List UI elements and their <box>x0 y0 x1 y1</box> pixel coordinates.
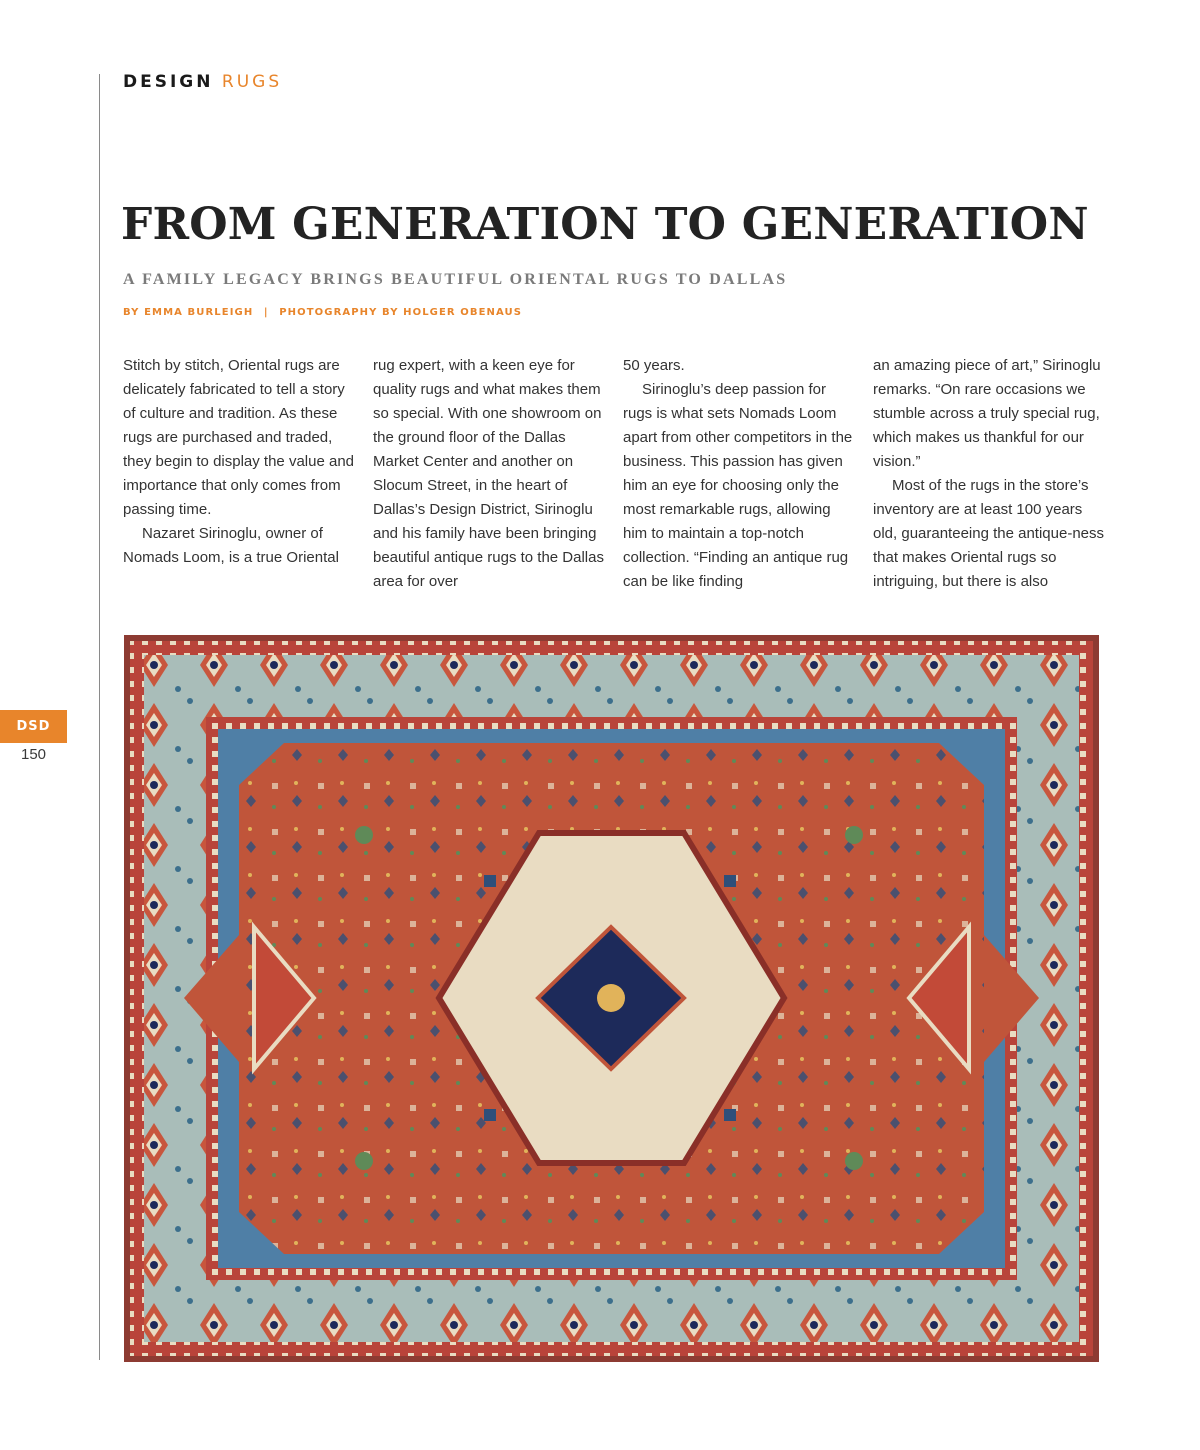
byline-author: BY EMMA BURLEIGH <box>123 307 254 318</box>
margin-rule <box>99 74 100 1360</box>
subsection-label: RUGS <box>221 72 283 92</box>
text-column-4 <box>873 354 1107 594</box>
byline <box>123 306 522 320</box>
byline-separator: | <box>263 307 269 318</box>
article-subtitle: A FAMILY LEGACY BRINGS BEAUTIFUL ORIENTAL RUGS TO DALLAS <box>123 271 788 288</box>
oriental-rug-photo <box>124 635 1099 1362</box>
section-header <box>123 71 282 93</box>
paragraph: Nazaret Sirinoglu, owner of Nomads Loom, is a true Oriental <box>123 525 339 566</box>
paragraph: rug expert, with a keen eye for quality rugs and what makes them so special. With one showroom on the ground floor of the Dallas Market Center and another on Slocum Street, in the heart of Dallas’s Design District, Sirinoglu and his family have been bringing beautiful antique rugs to the Dallas area for over <box>373 357 604 590</box>
section-label: DESIGN <box>123 72 214 92</box>
text-column-2 <box>373 354 607 594</box>
paragraph: Most of the rugs in the store’s inventory are at least 100 years old, guaranteeing the antique-ness that makes Oriental rugs so intriguing, but there is also <box>873 477 1105 590</box>
text-column-3 <box>623 354 857 594</box>
text-column-1 <box>123 354 357 570</box>
page-number: 150 <box>20 746 47 763</box>
byline-photographer: PHOTOGRAPHY BY HOLGER OBENAUS <box>279 307 523 318</box>
paragraph: an amazing piece of art,” Sirinoglu remarks. “On rare occasions we stumble across a truly special rug, which makes us thankful for our vision.” <box>873 357 1101 470</box>
article-title: FROM GENERATION TO GENERATION <box>121 199 1089 250</box>
magazine-tab: DSD <box>0 710 67 743</box>
paragraph: Stitch by stitch, Oriental rugs are delicately fabricated to tell a story of culture and tradition. As these rugs are purchased and traded, they begin to display the value and importance that only comes from passing time. <box>123 357 354 518</box>
paragraph: 50 years. <box>623 357 685 374</box>
paragraph: Sirinoglu’s deep passion for rugs is what sets Nomads Loom apart from other competitors in the business. This passion has given him an eye for choosing only the most remarkable rugs, allowing him to maintain a top-notch collection. “Finding an antique rug can be like finding <box>623 381 853 590</box>
